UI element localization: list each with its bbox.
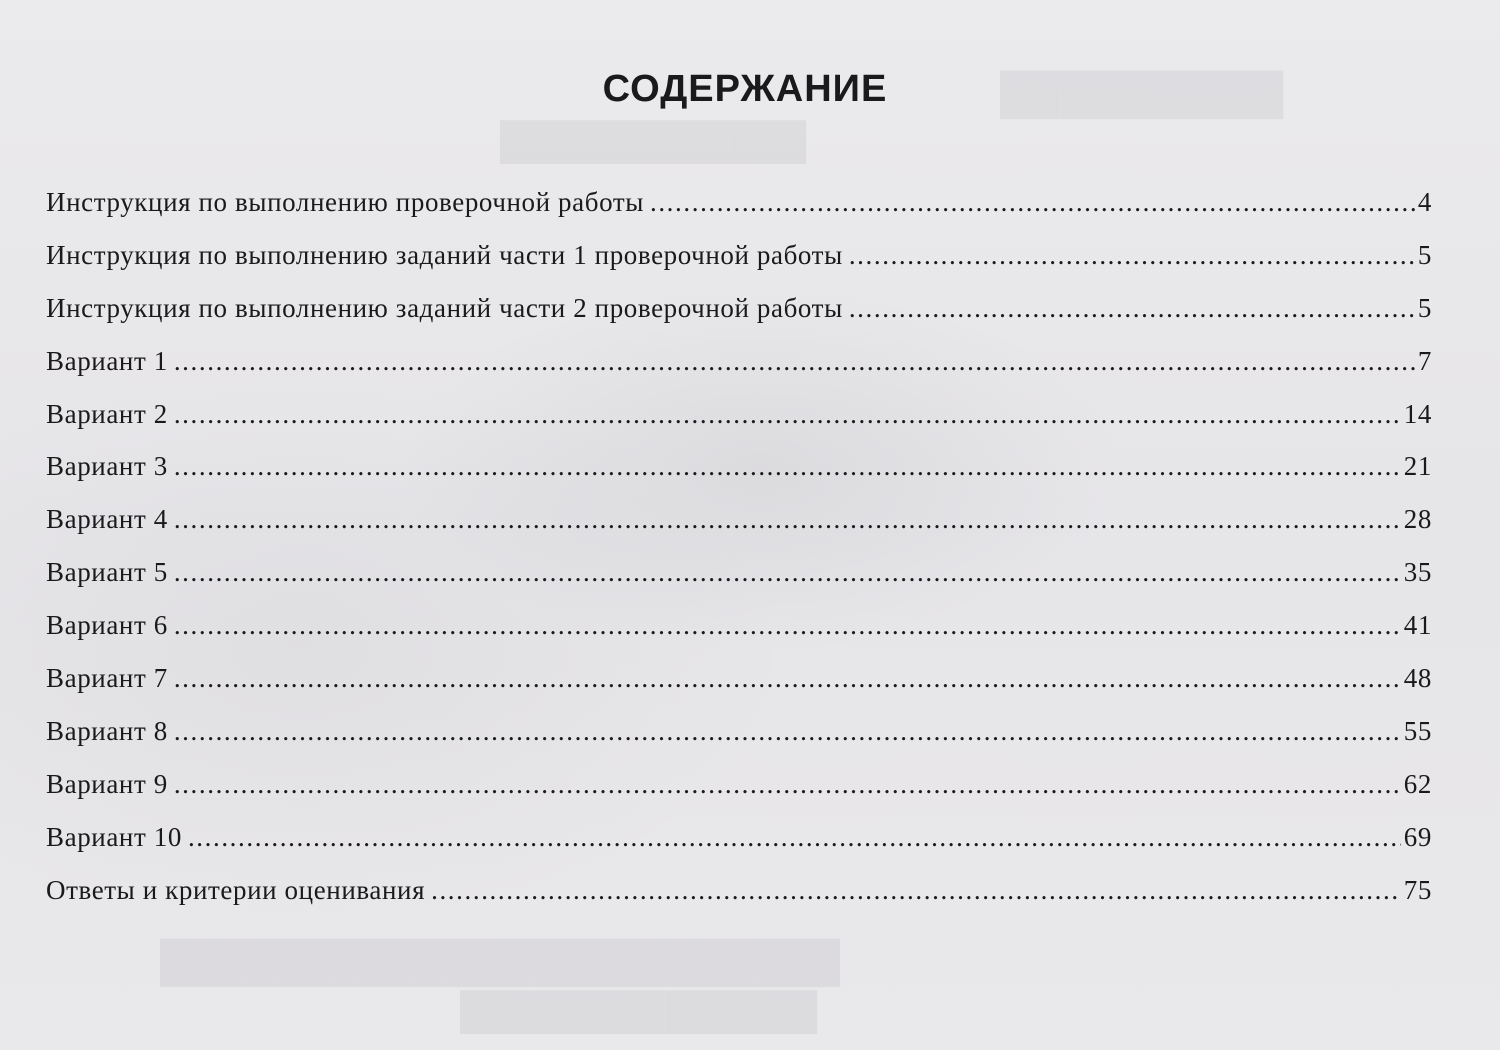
page-title: СОДЕРЖАНИЕ	[602, 68, 888, 110]
bleed-through-shadow: ██████████	[1000, 72, 1284, 116]
toc-entry-page-number: 5	[1417, 292, 1432, 323]
toc-entry[interactable]	[46, 346, 1432, 399]
toc-dot-leader	[650, 187, 1415, 218]
toc-dot-leader	[188, 822, 1401, 853]
toc-entry-page-number: 7	[1417, 345, 1432, 376]
toc-dot-leader	[849, 293, 1415, 324]
toc-entry-label: Вариант 4	[46, 504, 168, 535]
toc-dot-leader	[174, 769, 1401, 800]
toc-dot-leader	[174, 610, 1401, 641]
toc-entry[interactable]	[46, 769, 1432, 822]
toc-dot-leader	[431, 875, 1401, 906]
toc-entry-page-number: 41	[1403, 610, 1432, 641]
toc-entry[interactable]	[46, 399, 1432, 452]
toc-entry-page-number: 21	[1403, 451, 1432, 482]
toc-entry-page-number: 4	[1417, 187, 1432, 217]
toc-entry-page-number: 69	[1403, 821, 1432, 852]
bleed-through-shadow: ████████████████████████	[160, 940, 841, 984]
toc-entry-page-number: 55	[1403, 715, 1432, 746]
bleed-through-shadow: ██████████████	[460, 990, 818, 1031]
toc-entry-label: Вариант 10	[46, 821, 182, 852]
toc-entry-label: Инструкция по выполнению проверочной работы	[46, 187, 644, 217]
toc-entry[interactable]	[46, 875, 1432, 928]
toc-entry-label: Ответы и критерии оценивания	[46, 874, 426, 905]
toc-dot-leader	[174, 399, 1401, 430]
toc-dot-leader	[174, 346, 1415, 377]
table-of-contents	[46, 187, 1432, 927]
toc-entry[interactable]	[46, 451, 1432, 504]
toc-entry-page-number: 14	[1403, 398, 1432, 429]
toc-entry-page-number: 75	[1403, 874, 1432, 905]
toc-entry[interactable]	[46, 504, 1432, 557]
toc-entry-label: Инструкция по выполнению заданий части 1 проверочной работы	[46, 239, 843, 270]
toc-dot-leader	[174, 716, 1401, 747]
toc-entry-label: Вариант 6	[46, 610, 168, 641]
toc-entry-label: Вариант 2	[46, 398, 168, 429]
toc-entry[interactable]	[46, 822, 1432, 875]
toc-entry[interactable]	[46, 293, 1432, 346]
toc-entry[interactable]	[46, 663, 1432, 716]
toc-dot-leader	[849, 240, 1415, 271]
bleed-through-shadow: ████████████	[500, 120, 807, 161]
toc-entry-label: Вариант 8	[46, 715, 168, 746]
toc-entry-page-number: 35	[1403, 557, 1432, 588]
toc-entry-label: Вариант 3	[46, 451, 168, 482]
toc-entry-page-number: 28	[1403, 504, 1432, 535]
toc-entry[interactable]	[46, 187, 1432, 240]
toc-dot-leader	[174, 451, 1401, 482]
toc-dot-leader	[174, 557, 1401, 588]
toc-entry-page-number: 62	[1403, 768, 1432, 799]
toc-entry[interactable]	[46, 557, 1432, 610]
toc-dot-leader	[174, 663, 1401, 694]
toc-entry-label: Вариант 7	[46, 663, 168, 694]
toc-dot-leader	[174, 504, 1401, 535]
toc-entry[interactable]	[46, 240, 1432, 293]
toc-entry-label: Вариант 5	[46, 557, 168, 588]
toc-entry-page-number: 5	[1417, 239, 1432, 270]
toc-entry-label: Вариант 1	[46, 345, 168, 376]
toc-entry-label: Вариант 9	[46, 768, 168, 799]
toc-entry-label: Инструкция по выполнению заданий части 2 проверочной работы	[46, 292, 843, 323]
toc-entry[interactable]	[46, 610, 1432, 663]
toc-entry-page-number: 48	[1403, 663, 1432, 694]
toc-entry[interactable]	[46, 716, 1432, 769]
